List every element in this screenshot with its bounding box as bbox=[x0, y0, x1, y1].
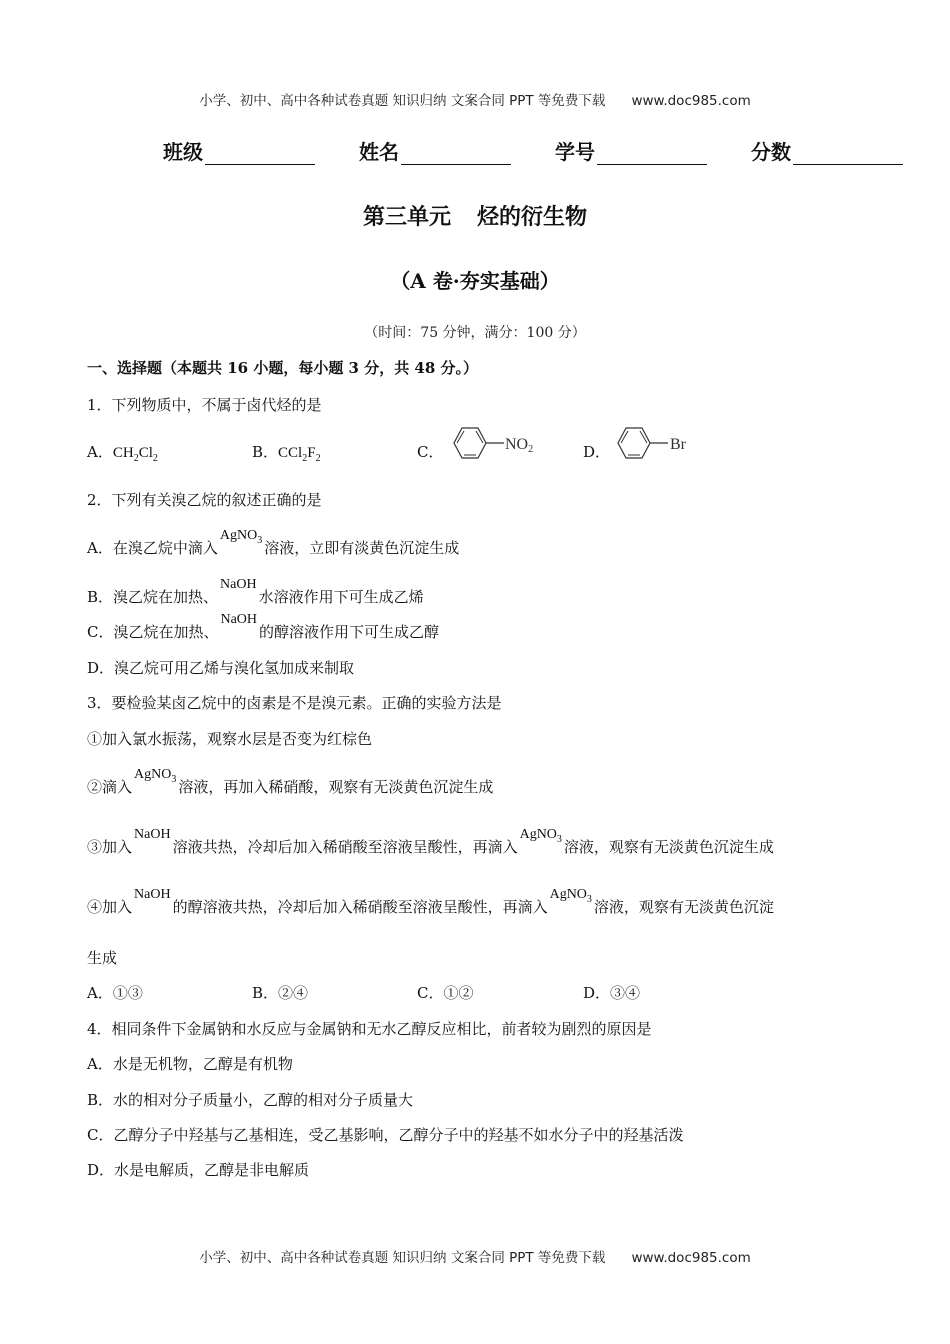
q3-statement-4-cont: 生成 bbox=[87, 949, 118, 967]
q3-statement-4: ④加入NaOH的醇溶液共热，冷却后加入稀硝酸至溶液呈酸性，再滴入AgNO$_3$ 溶液，观察有无淡黄色沉淀 bbox=[87, 887, 774, 916]
score-field[interactable]: 分数 bbox=[751, 136, 903, 165]
q3-statement-2: ②滴入AgNO$_3$ 溶液，再加入稀硝酸，观察有无淡黄色沉淀生成 bbox=[87, 767, 494, 796]
header-text: 小学、初中、高中各种试卷真题 知识归纳 文案合同 PPT 等免费下载 bbox=[199, 93, 606, 109]
q4-option-d[interactable]: D．水是电解质，乙醇是非电解质 bbox=[87, 1161, 310, 1179]
q3-option-a[interactable]: A．①③ bbox=[87, 984, 143, 1002]
q1-option-a[interactable]: A．$CH_2Cl_2$ bbox=[87, 443, 158, 464]
q3-option-b[interactable]: B．②④ bbox=[252, 984, 309, 1002]
q1-stem: 1．下列物质中，不属于卤代烃的是 bbox=[87, 396, 322, 414]
page-footer bbox=[0, 1246, 950, 1266]
q1-option-b[interactable]: B．$CCl_2F_2$ bbox=[252, 443, 321, 464]
page-subtitle: （A 卷·夯实基础） bbox=[390, 269, 560, 293]
id-field[interactable]: 学号 bbox=[555, 136, 707, 165]
q4-option-c[interactable]: C．乙醇分子中羟基与乙基相连，受乙基影响，乙醇分子中的羟基不如水分子中的羟基活泼 bbox=[87, 1126, 684, 1144]
svg-text:NO2: NO2 bbox=[505, 436, 534, 455]
student-info-fields bbox=[163, 136, 903, 165]
class-field[interactable]: 班级 bbox=[163, 136, 315, 165]
nitro-label: NO bbox=[505, 436, 529, 453]
bromo-label: Br bbox=[670, 436, 686, 453]
page-header bbox=[0, 89, 950, 109]
q2-option-a[interactable]: A．在溴乙烷中滴入AgNO$_3$ 溶液，立即有淡黄色沉淀生成 bbox=[87, 528, 460, 557]
q3-statement-3: ③加入NaOH溶液共热，冷却后加入稀硝酸至溶液呈酸性，再滴入AgNO$_3$ 溶液，观察有无淡黄色沉淀生成 bbox=[87, 827, 774, 856]
nitrobenzene-structure bbox=[444, 424, 554, 466]
q2-stem: 2．下列有关溴乙烷的叙述正确的是 bbox=[87, 491, 322, 509]
q1-option-d[interactable]: D． bbox=[583, 443, 611, 461]
section-heading: 一、选择题（本题共 16 小题，每小题 3 分，共 48 分。） bbox=[87, 359, 479, 377]
q3-statement-1: ①加入氯水振荡，观察水层是否变为红棕色 bbox=[87, 730, 373, 748]
page-title: 第三单元 烃的衍生物 bbox=[362, 205, 588, 230]
exam-meta: （时间：75 分钟，满分：100 分） bbox=[364, 325, 586, 341]
q3-stem: 3．要检验某卤乙烷中的卤素是不是溴元素。正确的实验方法是 bbox=[87, 694, 502, 712]
q4-option-b[interactable]: B．水的相对分子质量小，乙醇的相对分子质量大 bbox=[87, 1091, 414, 1109]
q2-option-d[interactable]: D．溴乙烷可用乙烯与溴化氢加成来制取 bbox=[87, 659, 355, 677]
q4-stem: 4．相同条件下金属钠和水反应与金属钠和无水乙醇反应相比，前者较为剧烈的原因是 bbox=[87, 1020, 652, 1038]
q3-option-d[interactable]: D．③④ bbox=[583, 984, 641, 1002]
q3-option-c[interactable]: C．①② bbox=[417, 984, 474, 1002]
q2-option-b[interactable]: B．溴乙烷在加热、NaOH水溶液作用下可生成乙烯 bbox=[87, 577, 424, 606]
q1-option-c[interactable]: C． bbox=[417, 443, 444, 461]
bromobenzene-structure bbox=[608, 424, 708, 466]
q2-option-c[interactable]: C．溴乙烷在加热、NaOH的醇溶液作用下可生成乙醇 bbox=[87, 612, 440, 641]
q4-option-a[interactable]: A．水是无机物，乙醇是有机物 bbox=[87, 1055, 293, 1073]
header-url[interactable]: www.doc985.com bbox=[631, 93, 751, 109]
footer-text: 小学、初中、高中各种试卷真题 知识归纳 文案合同 PPT 等免费下载 bbox=[199, 1250, 606, 1266]
footer-url[interactable]: www.doc985.com bbox=[631, 1250, 751, 1266]
name-field[interactable]: 姓名 bbox=[359, 136, 511, 165]
